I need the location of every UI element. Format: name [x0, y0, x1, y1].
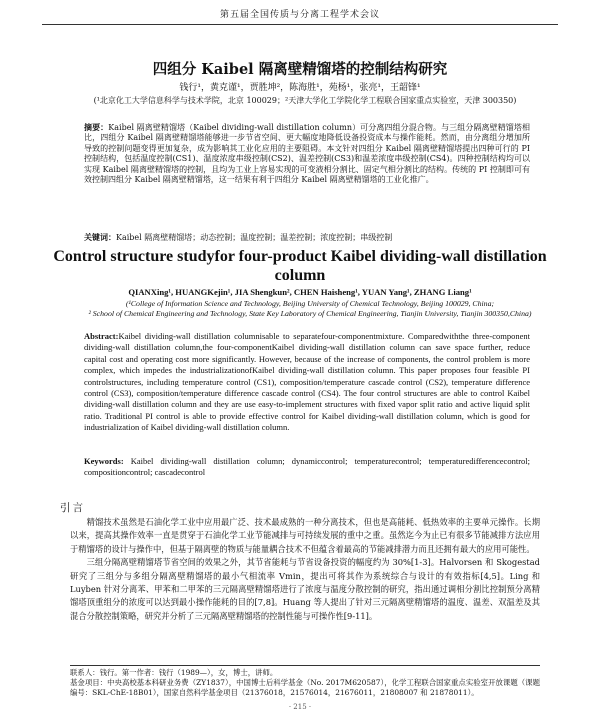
- english-affiliation: [80, 299, 540, 319]
- footnote-funding: 基金项目：中央高校基本科研业务费（ZY1837），中国博士后科学基金（No. 2017M620587），化学工程联合国家重点实验室开放课题（课题编号：SKL-ChE-18B01），国家自然科学基金项目（21376018，21576014，21676011，21808007 和 21878011）。: [70, 678, 540, 698]
- chinese-abstract: [84, 122, 530, 185]
- english-abstract-text: Kaibel dividing-wall distillation columnisable to separatefour-componentmixture. Comparedwiththe three-component dividing-wall distillation column,the four-componentKaibel dividing-wall distillation column can save space further, reduce capital cost and operating cost more significantly. However, because of the increase of components, the control problem is more complex, which impedes the industrializationofKaibel dividing-wall distillation column. This paper proposes four feasible PI controlstructures, including temperature control (CS1), composition/temperature cascade control (CS2), temperature difference control (CS3), composition/temperature difference cascade control (CS4). The four control structures are able to control Kaibel dividing-wall distillation column and they are use easy-to-implement structures with fixed vapor split ratio and active liquid split ratio. Traditional PI control is able to provide effective control for Kaibel dividing-wall distillation column, which is good for industrialization of Kaibel dividing-wall distillation column.: [84, 331, 530, 433]
- english-keywords-label: Keywords:: [84, 456, 124, 466]
- english-title: Control structure studyfor four-product Kaibel dividing-wall distillation column: [53, 248, 547, 284]
- chinese-keywords-text: Kaibel 隔离壁精馏塔；动态控制；温度控制；温差控制；浓度控制；串级控制: [116, 233, 393, 242]
- footnote-author: 联系人：钱行。第一作者：钱行（1989—），女，博士，讲师。: [70, 668, 278, 677]
- english-keywords-text: Kaibel dividing-wall distillation column; dynamiccontrol; temperaturecontrol; temperaturedifferencecontrol; compositioncontrol; cascadecontrol: [84, 456, 530, 478]
- running-head: 第五届全国传质与分离工程学术会议: [42, 7, 558, 25]
- chinese-abstract-label: 摘要：: [84, 122, 109, 132]
- intro-paragraph-1: 精馏技术虽然是石油化学工业中应用最广泛、技术最成熟的一种分离技术，但也是高能耗、低热效率的主要单元操作。长期以来，提高其操作效率一直是贯穿于石油化学工业节能减排与可持续发展的重中之重。虽然迄今为止已有很多节能减排方法应用于精馏塔的设计与操作中，但基于隔离壁的物质与能量耦合技术不但蕴含着最高的节能减排潜力而且还拥有最大的应用可能性。: [70, 517, 540, 554]
- section-heading-introduction: 引言: [60, 502, 85, 514]
- page-number: · 215 ·: [288, 703, 312, 711]
- intro-paragraph-2: 三组分隔离壁精馏塔节省空间的效果之外，其节省能耗与节省设备投资的幅度约为 30%[1-3]。Halvorsen 和 Skogestad 研究了三组分与多组分隔离壁精馏塔的最小气相流率 Vmin，提出可将其作为系统综合与设计的有效指标[4,5]。Ling 和 Luyben 针对分离苯、甲苯和二甲苯的三元隔离壁精馏塔进行了浓度与温度分散控制的研究，指出通过调相分割比控制预分离精馏塔顶重组分的浓度可以达到最小操作能耗的目的[7,8]。Huang 等人提出了针对三元隔离壁精馏塔的温度、温差、双温差及其混合分散控制策略，研究并分析了三元隔离壁精馏塔的控制性能与可操作性[9-11]。: [70, 557, 540, 621]
- chinese-affiliation: (¹北京化工大学信息科学与技术学院，北京 100029；²天津大学化工学院化学工程联合国家重点实验室，天津 300350): [93, 96, 517, 105]
- chinese-keywords-label: 关键词：: [84, 232, 116, 242]
- chinese-authors: 钱行¹，黄克谨¹，贾胜坤²，陈海胜¹，苑杨¹，张亮¹，王韶锋¹: [179, 83, 421, 93]
- english-abstract: [84, 331, 530, 434]
- introduction-body: [70, 516, 540, 623]
- english-keywords: [84, 456, 530, 479]
- footnote: [70, 665, 540, 699]
- chinese-keywords: [84, 232, 530, 243]
- chinese-abstract-text: Kaibel 隔离壁精馏塔（Kaibel dividing-wall distillation column）可分离四组分混合物。与三组分隔离壁精馏塔相比，四组分 Kaibel 隔离壁精馏塔能够进一步节省空间、更大幅度地降低设备投资成本与操作能耗。然而，由分离组分增加所导致的控制问题变得更加复杂，成为影响其工业化应用的主要阻碍。本文针对四组分 Kaibel 隔离壁精馏塔提出四种可行的 PI 控制结构，包括温度控制(CS1)、温度浓度串级控制(CS2)、温差控制(CS3)和温差浓度串级控制(CS4)。四种控制结构均可以实现 Kaibel 隔离壁精馏塔的控制，且均为工业上容易实现的可变液相分割比、固定气相分割比的结构。传统的 PI 控制即可有效控制四组分 Kaibel 隔离壁精馏塔，这一结果有利于四组分 Kaibel 隔离壁精馏塔的工业化推广。: [84, 123, 530, 185]
- english-abstract-label: Abstract:: [84, 331, 119, 341]
- english-authors: QIANXing¹, HUANGKejin¹, JIA Shengkun², CHEN Haisheng¹, YUAN Yang¹, ZHANG Liang¹: [128, 287, 472, 297]
- english-affiliation-line-2: ² School of Chemical Engineering and Technology, State Key Laboratory of Chemical Engineering, Tianjin University, Tianjin 300350,China): [88, 309, 532, 318]
- chinese-title: 四组分 Kaibel 隔离壁精馏塔的控制结构研究: [152, 61, 448, 78]
- english-affiliation-line-1: (¹College of Information Science and Technology, Beijing University of Chemical Technology, Beijing 100029, China;: [125, 299, 495, 308]
